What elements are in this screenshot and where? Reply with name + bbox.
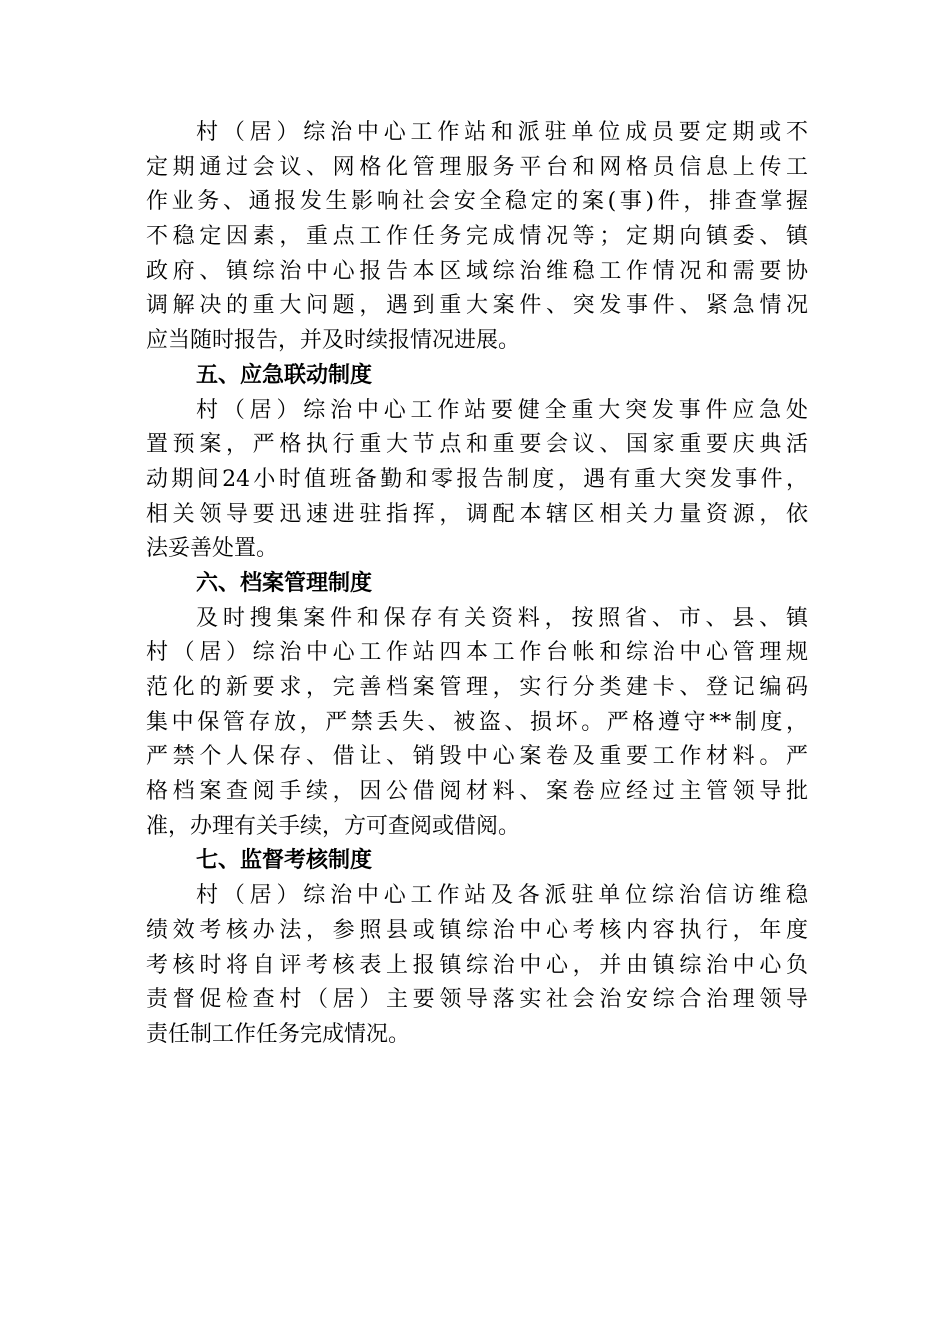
paragraph-line: 置预案，严格执行重大节点和重要会议、国家重要庆典活 [146, 432, 808, 458]
paragraph-line: 村（居）综治中心工作站和派驻单位成员要定期或不 [196, 120, 808, 145]
paragraph-line: 调解决的重大问题，遇到重大案件、突发事件、紧急情况 [146, 293, 808, 319]
paragraph-line: 绩效考核办法，参照县或镇综治中心考核内容执行，年度 [146, 917, 808, 943]
paragraph-line: 不稳定因素，重点工作任务完成情况等；定期向镇委、镇 [146, 224, 808, 250]
paragraph-line: 格档案查阅手续，因公借阅材料、案卷应经过主管领导批 [146, 779, 808, 805]
document-body [146, 116, 808, 1053]
paragraph-line: 政府、镇综治中心报告本区域综治维稳工作情况和需要协 [146, 258, 808, 284]
paragraph-line: 应当随时报告，并及时续报情况进展。 [146, 328, 521, 354]
paragraph-line: 及时搜集案件和保存有关资料，按照省、市、县、镇 [196, 605, 808, 631]
section-heading: 五、应急联动制度 [196, 362, 373, 388]
paragraph-line: 村（居）综治中心工作站要健全重大突发事件应急处 [196, 397, 808, 423]
section-heading: 七、监督考核制度 [196, 848, 373, 874]
paragraph-line: 法妥善处置。 [146, 536, 279, 562]
paragraph-line: 责任制工作任务完成情况。 [146, 1021, 411, 1047]
paragraph-line: 责督促检查村（居）主要领导落实社会治安综合治理领导 [146, 987, 808, 1013]
paragraph-line: 严禁个人保存、借让、销毁中心案卷及重要工作材料。严 [146, 744, 808, 770]
paragraph-line: 定期通过会议、网格化管理服务平台和网格员信息上传工 [146, 154, 808, 180]
paragraph-line: 集中保管存放，严禁丢失、被盗、损坏。严格遵守**制度， [146, 709, 808, 735]
paragraph-line: 考核时将自评考核表上报镇综治中心，并由镇综治中心负 [146, 952, 808, 978]
paragraph-line: 村（居）综治中心工作站四本工作台帐和综治中心管理规 [146, 640, 808, 666]
paragraph-line: 相关领导要迅速进驻指挥，调配本辖区相关力量资源，依 [146, 501, 808, 527]
section-heading: 六、档案管理制度 [196, 570, 373, 596]
paragraph-line: 作业务、通报发生影响社会安全稳定的案(事)件，排查掌握 [146, 189, 808, 215]
paragraph-line: 动期间24小时值班备勤和零报告制度，遇有重大突发事件， [146, 466, 808, 492]
paragraph-line: 村（居）综治中心工作站及各派驻单位综治信访维稳 [196, 883, 808, 909]
paragraph-line: 范化的新要求，完善档案管理，实行分类建卡、登记编码 [146, 675, 808, 700]
paragraph-line: 准，办理有关手续，方可查阅或借阅。 [146, 813, 521, 839]
